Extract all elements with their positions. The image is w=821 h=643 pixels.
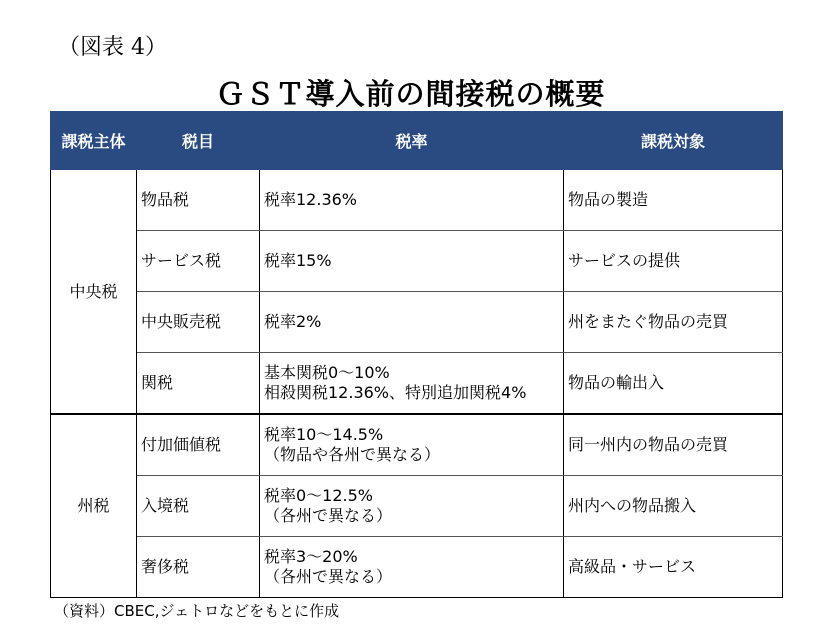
- table-row: [51, 476, 783, 537]
- tax-rate: [260, 170, 564, 231]
- column-header-tax-rate: 税率: [260, 112, 564, 170]
- tax-name: 関税: [137, 353, 260, 415]
- tax-rate: [260, 292, 564, 353]
- table-row: [51, 231, 783, 292]
- tax-rate: [260, 476, 564, 537]
- tax-rate-line: 税率10～14.5%: [264, 425, 384, 444]
- tax-rate-line: 税率0～12.5%: [264, 486, 374, 505]
- table-row: [51, 537, 783, 598]
- tax-name: 付加価値税: [137, 414, 260, 476]
- tax-name: サービス税: [137, 231, 260, 292]
- tax-rate: [260, 353, 564, 415]
- group-name-state: 州税: [51, 414, 137, 598]
- tax-name: 物品税: [137, 170, 260, 231]
- column-header-taxing-authority: 課税主体: [51, 112, 137, 170]
- table-row: [51, 170, 783, 231]
- tax-rate-note: （各州で異なる）: [264, 506, 393, 525]
- tax-rate: [260, 414, 564, 476]
- page-title: ＧＳＴ導入前の間接税の概要: [215, 77, 606, 111]
- table-row: [51, 414, 783, 476]
- tax-name: 奢侈税: [137, 537, 260, 598]
- tax-rate-line: 税率15%: [264, 251, 332, 270]
- tax-rate-line: 相殺関税12.36%、特別追加関税4%: [264, 383, 527, 402]
- tax-target: 同一州内の物品の売買: [564, 414, 783, 476]
- table-row: [51, 353, 783, 415]
- tax-target: 州をまたぐ物品の売買: [564, 292, 783, 353]
- group-name-central: 中央税: [51, 170, 137, 415]
- tax-target: 物品の製造: [564, 170, 783, 231]
- table-row: [51, 292, 783, 353]
- tax-target: 物品の輸出入: [564, 353, 783, 415]
- tax-rate-line: 税率2%: [264, 312, 322, 331]
- tax-rate-note: （物品や各州で異なる）: [264, 445, 441, 464]
- tax-target: サービスの提供: [564, 231, 783, 292]
- column-header-tax-target: 課税対象: [564, 112, 783, 170]
- figure-label: （図表 4）: [58, 35, 167, 60]
- tax-target: 高級品・サービス: [564, 537, 783, 598]
- column-header-tax-item: 税目: [137, 112, 260, 170]
- table-header-row: [51, 112, 783, 170]
- indirect-tax-table: [50, 111, 783, 598]
- tax-name: 入境税: [137, 476, 260, 537]
- source-note: （資料）CBEC,ジェトロなどをもとに作成: [54, 602, 340, 620]
- tax-name: 中央販売税: [137, 292, 260, 353]
- tax-rate-line: 税率3～20%: [264, 547, 358, 566]
- tax-rate-line: 税率12.36%: [264, 190, 358, 209]
- tax-target: 州内への物品搬入: [564, 476, 783, 537]
- tax-rate-note: （各州で異なる）: [264, 567, 393, 586]
- tax-rate: [260, 537, 564, 598]
- tax-rate: [260, 231, 564, 292]
- tax-rate-line: 基本関税0～10%: [264, 363, 390, 382]
